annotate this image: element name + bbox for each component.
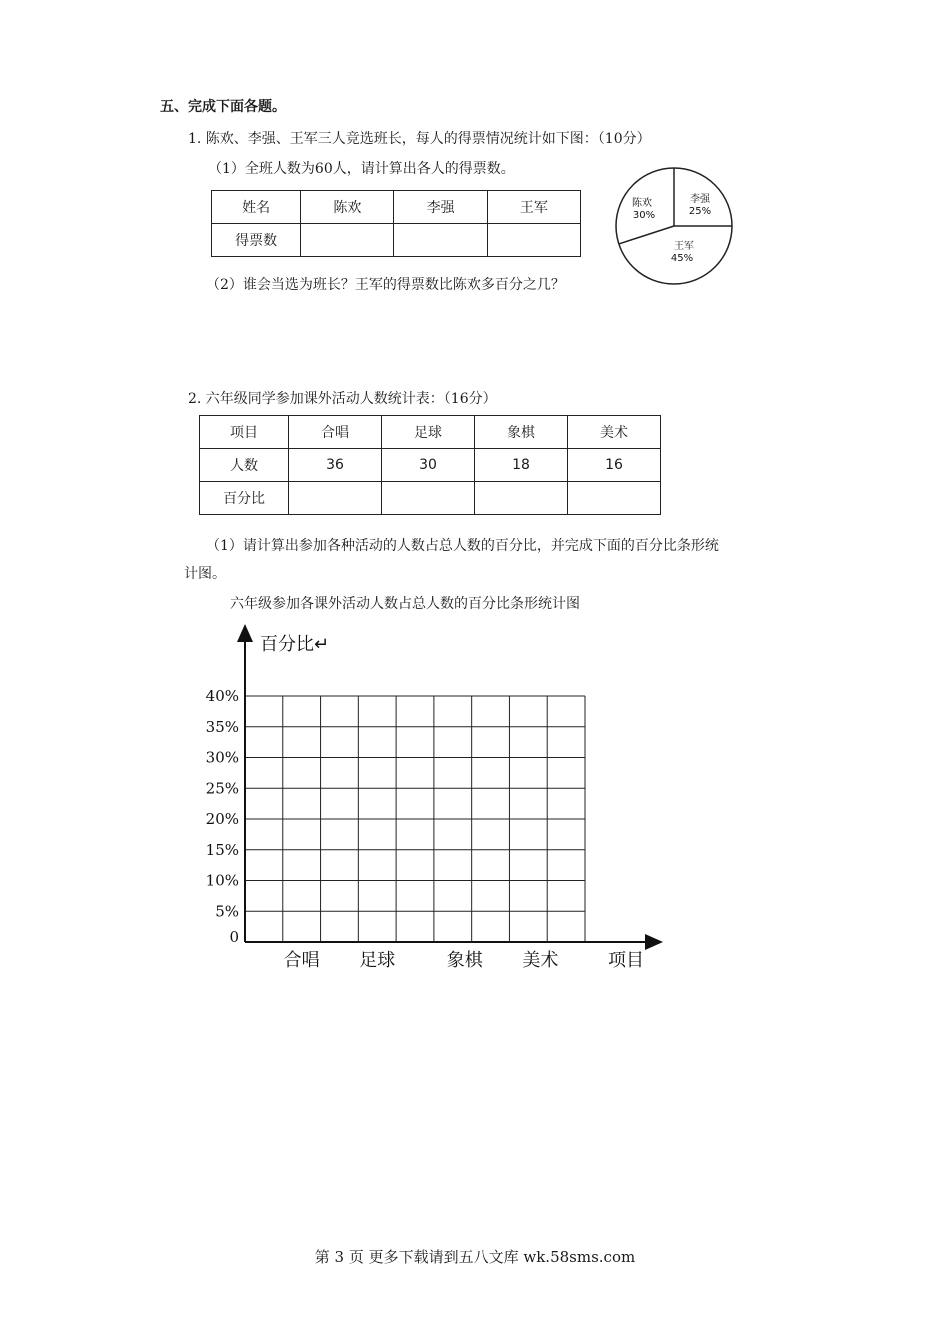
table-cell: 36 — [289, 449, 382, 482]
table-row-label: 得票数 — [212, 224, 301, 257]
pie-label-wangjun-name: 王军 — [674, 241, 694, 252]
section-title: 五、完成下面各题。 — [160, 99, 286, 115]
percent-blank[interactable] — [382, 482, 475, 515]
pie-divider — [619, 226, 674, 244]
y-tick-label: 10% — [205, 871, 239, 890]
percent-blank[interactable] — [289, 482, 382, 515]
y-tick-label: 40% — [205, 687, 239, 705]
vote-table — [211, 190, 581, 257]
table-row-label: 百分比 — [200, 482, 289, 515]
table-cell: 30 — [382, 449, 475, 482]
percent-blank[interactable] — [475, 482, 568, 515]
y-tick-label: 5% — [215, 902, 239, 921]
y-axis-label: 百分比↵ — [260, 634, 330, 655]
table-header-cell: 美术 — [568, 416, 661, 449]
table-header-cell: 项目 — [200, 416, 289, 449]
x-category-label: 足球 — [359, 950, 396, 971]
y-tick-label: 30% — [205, 748, 239, 767]
x-category-label: 合唱 — [283, 950, 320, 971]
x-axis-label: 项目 — [608, 950, 644, 971]
table-row — [212, 191, 581, 224]
table-header-cell: 陈欢 — [301, 191, 394, 224]
pie-label-chenhuan-name: 陈欢 — [632, 198, 652, 209]
vote-count-blank[interactable] — [301, 224, 394, 257]
table-header-cell: 合唱 — [289, 416, 382, 449]
y-tick-label: 0 — [229, 928, 239, 946]
y-tick-label: 25% — [205, 779, 239, 798]
pie-label-wangjun-percent: 45% — [670, 253, 694, 264]
table-cell: 16 — [568, 449, 661, 482]
pie-label-liqiang-name: 李强 — [690, 194, 710, 205]
pie-label-chenhuan-percent: 30% — [632, 210, 656, 221]
table-row — [200, 416, 661, 449]
q2-prompt: 2. 六年级同学参加课外活动人数统计表：（16分） — [188, 391, 497, 407]
vote-pie-chart — [612, 164, 736, 288]
x-category-label: 象棋 — [446, 950, 483, 971]
q2-sub1-line2: 计图。 — [184, 566, 226, 582]
y-tick-label: 35% — [205, 717, 239, 736]
pie-label-liqiang-percent: 25% — [688, 206, 712, 217]
q1-sub1: （1）全班人数为60人，请计算出各人的得票数。 — [208, 161, 515, 177]
x-category-label: 美术 — [522, 950, 559, 971]
table-header-cell: 李强 — [394, 191, 487, 224]
table-header-cell: 足球 — [382, 416, 475, 449]
vote-count-blank[interactable] — [487, 224, 580, 257]
vote-count-blank[interactable] — [394, 224, 487, 257]
percent-bar-chart — [190, 620, 680, 980]
table-header-cell: 王军 — [487, 191, 580, 224]
table-row — [212, 224, 581, 257]
y-tick-label: 20% — [205, 810, 239, 828]
table-row — [200, 449, 661, 482]
page-footer: 第 3 页 更多下载请到五八文库 wk.58sms.com — [314, 1248, 636, 1266]
table-header-cell: 象棋 — [475, 416, 568, 449]
table-row-label: 人数 — [200, 449, 289, 482]
q1-sub2: （2）谁会当选为班长？王军的得票数比陈欢多百分之几？ — [206, 277, 565, 293]
table-cell: 18 — [475, 449, 568, 482]
table-row — [200, 482, 661, 515]
y-tick-label: 15% — [205, 840, 239, 859]
activity-table — [199, 415, 661, 515]
table-header-cell: 姓名 — [212, 191, 301, 224]
chart-title: 六年级参加各课外活动人数占总人数的百分比条形统计图 — [230, 596, 580, 612]
q1-prompt: 1. 陈欢、李强、王军三人竞选班长，每人的得票情况统计如下图：（10分） — [188, 131, 651, 147]
q2-sub1-line1: （1）请计算出参加各种活动的人数占总人数的百分比，并完成下面的百分比条形统 — [206, 538, 719, 554]
percent-blank[interactable] — [568, 482, 661, 515]
